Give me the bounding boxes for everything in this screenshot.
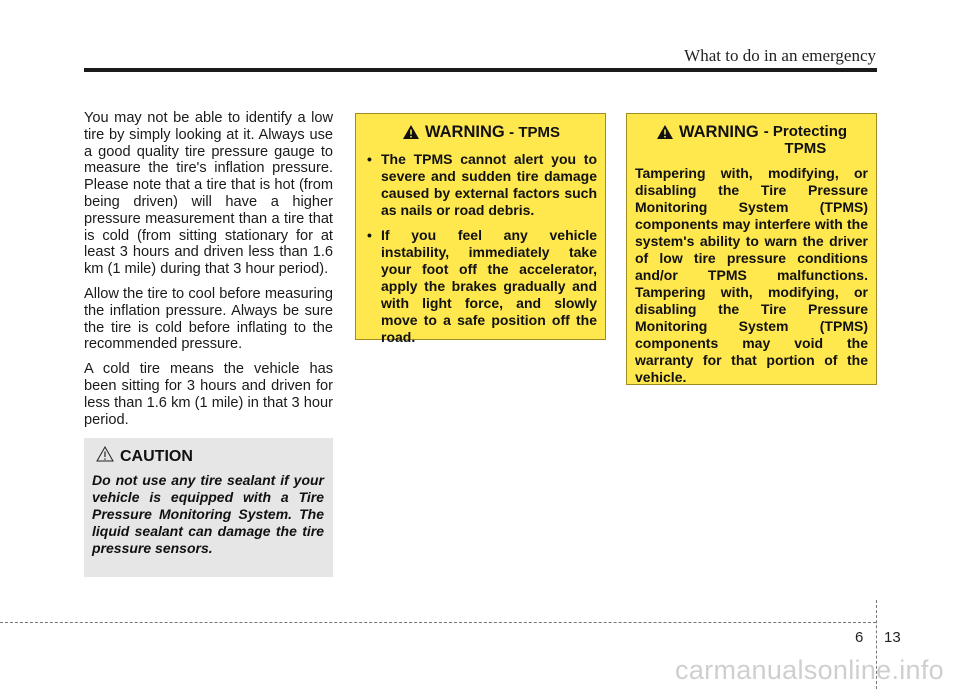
warning-box-tpms [355, 113, 606, 345]
footer-rule [0, 622, 876, 623]
list-item [365, 227, 597, 346]
warning-box-protecting-tpms [626, 113, 877, 385]
warning-subtitle-line1: - Protecting [763, 123, 848, 140]
header-rule [84, 68, 877, 72]
warning-text: Tampering with, modifying, or disabling the Tire Pressure Monitoring System (TPMS) components may interfere with the system's ability to warn the driver of low tire pressure conditions and/or TPMS malfunctions. Tampering with, modifying, or disabling the Tire Pressure Monitoring System (TPMS) components may void the warranty for that portion of the vehicle. [635, 165, 868, 385]
warning-title: WARNING [424, 123, 505, 141]
body-text [84, 110, 333, 436]
list-item-text: If you feel any vehicle instability, immediately take your foot off the accelerator, apply the brakes gradually and with light force, and slowly move to a safe position off the road. [381, 227, 597, 345]
bullet: • [367, 151, 372, 167]
bullet: • [367, 227, 372, 243]
list-item [365, 151, 597, 219]
warning-subtitle: - TPMS [509, 124, 561, 141]
list-item-text: The TPMS cannot alert you to severe and sudden tire damage caused by external factors such as nails or road debris. [381, 151, 597, 218]
caution-header [96, 446, 324, 467]
warning-header [635, 123, 868, 157]
warning-triangle-icon [402, 123, 425, 145]
warning-title: WARNING [678, 123, 759, 141]
warning-header [365, 123, 597, 145]
warning-list [365, 151, 597, 346]
page-number: 13 [884, 629, 901, 646]
warning-subtitle-line2: TPMS [784, 140, 827, 157]
warning-triangle-icon [656, 123, 679, 145]
caution-text: Do not use any tire sealant if your vehicle is equipped with a Tire Pressure Monitoring System. The liquid sealant can damage the tire pressure sensors. [92, 472, 324, 556]
section-title: What to do in an emergency [684, 46, 876, 65]
paragraph: Allow the tire to cool before measuring the inflation pressure. Always be sure the tire is cold before inflating to the recommended pressure. [84, 285, 333, 353]
chapter-number: 6 [855, 629, 864, 646]
caution-title: CAUTION [120, 447, 193, 465]
watermark: carmanualsonline.info [675, 655, 944, 685]
paragraph: A cold tire means the vehicle has been sitting for 3 hours and driven for less than 1.6 km (1 mile) in that 3 hour period. [84, 361, 333, 428]
caution-triangle-icon [96, 446, 120, 467]
warning-subtitle-group [764, 123, 847, 157]
caution-box [84, 438, 333, 577]
paragraph: You may not be able to identify a low tire by simply looking at it. Always use a good quality tire pressure gauge to measure the tire's inflation pressure. Please note that a tire that is hot (from being driven) will have a higher pressure measurement than a tire that is cold (from sitting stationary for at least 3 hours and driven less than 1.6 km (1 mile) during that 3 hour period). [84, 110, 333, 278]
